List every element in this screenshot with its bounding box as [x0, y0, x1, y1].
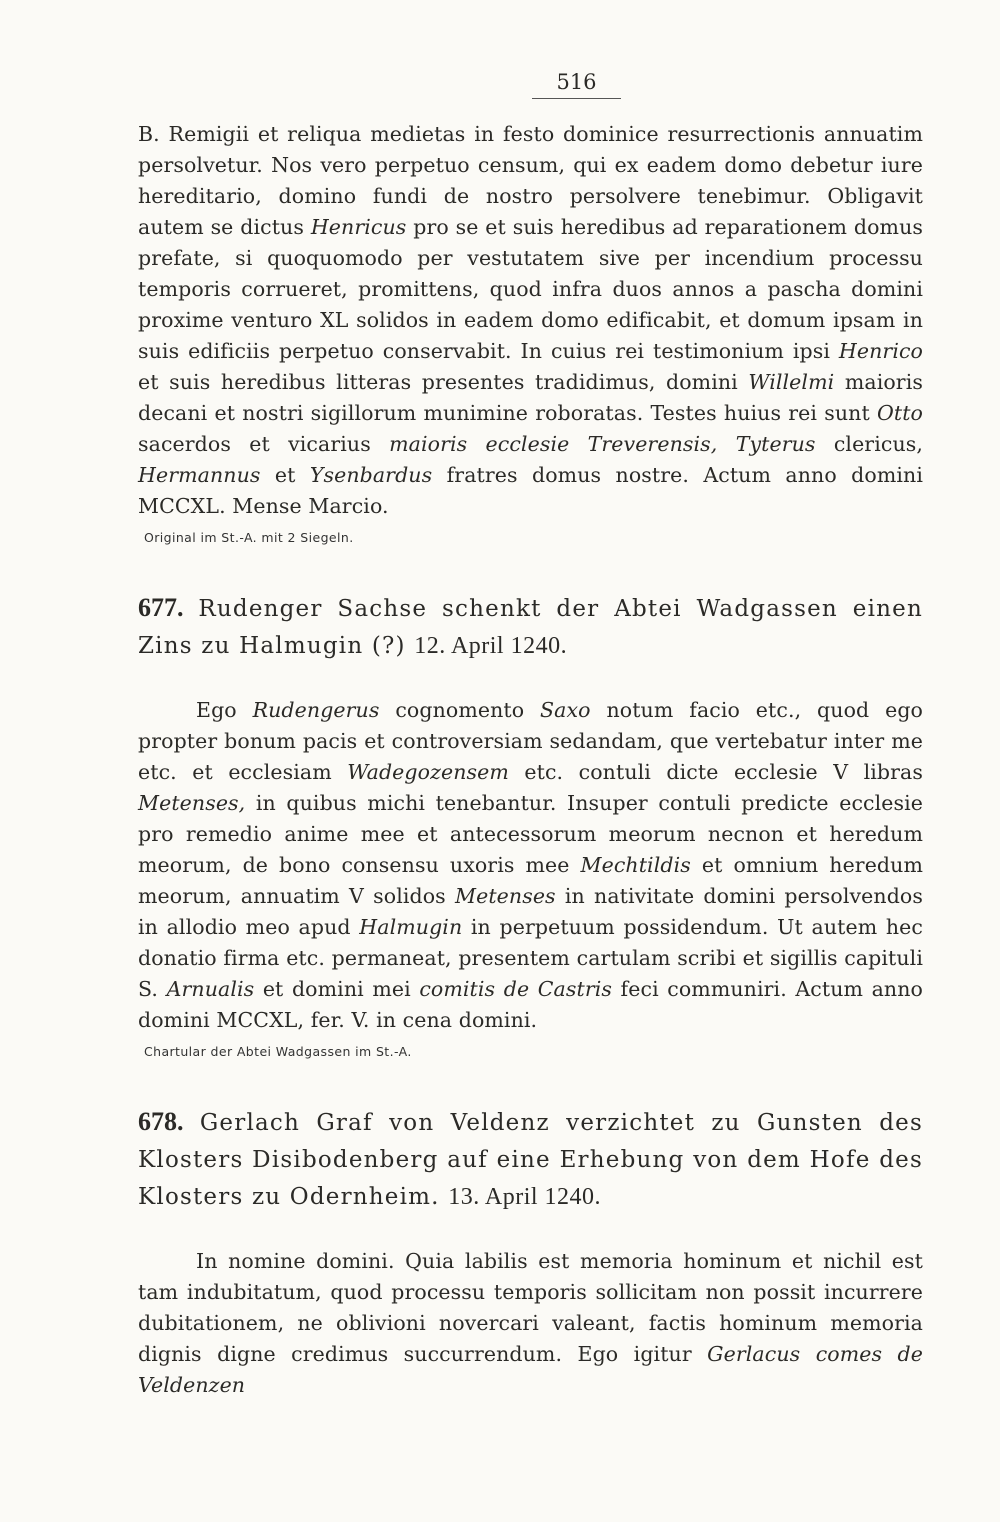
continuation-paragraph: B. Remigii et reliqua medietas in festo dominice resurrectionis annuatim persolvetur. Nos vero perpetuo censum, qui ex eadem domo debetur iure hereditario, domino fundi de nostro persolvere tenebimur. Obligavit autem se dictus Henricus pro se et suis heredibus ad reparationem domus prefate, si quoquomodo per vestutatem sive per incendium processu temporis corrueret, promittens, quod infra duos annos a pascha domini proxime venturo XL solidos in eadem domo edificabit, et domum ipsam in suis edificiis perpetuo conservabit. In cuius rei testimonium ipsi Henrico et suis heredibus litteras presentes tradidimus, domini Willelmi maioris decani et nostri sigillorum munimine roboratas. Testes huius rei sunt Otto sacerdos et vicarius maioris ecclesie Treverensis, Tyterus clericus, Hermannus et Ysenbardus fratres domus nostre. Actum anno domini MCCXL. Mense Marcio.: [138, 122, 924, 518]
document-body: In nomine domini. Quia labilis est memoria hominum et nichil est tam indubitatum, quod processu temporis sollicitam non possit incurrere dubitationem, ne oblivioni novercari valeant, factis hominum memoria dignis digne credimus succurrendum. Ego igitur Gerlacus comes de Veldenzen: [138, 1249, 923, 1397]
source-note: Chartular der Abtei Wadgassen im St.-A.: [144, 1044, 412, 1059]
document-heading: [138, 1103, 923, 1216]
document-number: 677.: [138, 593, 184, 622]
source-note: Original im St.-A. mit 2 Siegeln.: [144, 530, 354, 545]
document-body: Ego Rudengerus cognomento Saxo notum facio etc., quod ego propter bonum pacis et controversiam sedandam, que vertebatur inter me etc. et ecclesiam Wadegozensem etc. contuli dicte ecclesie V libras Metenses, in quibus michi tenebantur. Insuper contuli predicte ecclesie pro remedio anime mee et antecessorum meorum necnon et heredum meorum, de bono consensu uxoris mee Mechtildis et omnium heredum meorum, annuatim V solidos Metenses in nativitate domini persolvendos in allodio meo apud Halmugin in perpetuum possidendum. Ut autem hec donatio firma etc. permaneat, presentem cartulam scribi et sigillis capituli S. Arnualis et domini mei comitis de Castris feci communiri. Actum anno domini MCCXL, fer. V. in cena domini.: [138, 698, 923, 1032]
document-heading: [138, 589, 923, 665]
document-date: 13. April 1240.: [448, 1184, 602, 1210]
document-678: [138, 1103, 923, 1401]
document-title: Gerlach Graf von Veldenz verzichtet zu Gunsten des Klosters Disibodenberg auf eine Erhebung von dem Hofe des Klosters zu Odernheim.: [138, 1110, 923, 1210]
document-677: [138, 589, 923, 1059]
document-page: [138, 70, 923, 1401]
page-number: 516: [184, 70, 969, 99]
continuation-section: [138, 119, 923, 545]
document-title: Rudenger Sachse schenkt der Abtei Wadgassen einen Zins zu Halmugin (?): [138, 596, 923, 659]
document-date: 12. April 1240.: [414, 633, 568, 659]
document-number: 678.: [138, 1107, 184, 1136]
